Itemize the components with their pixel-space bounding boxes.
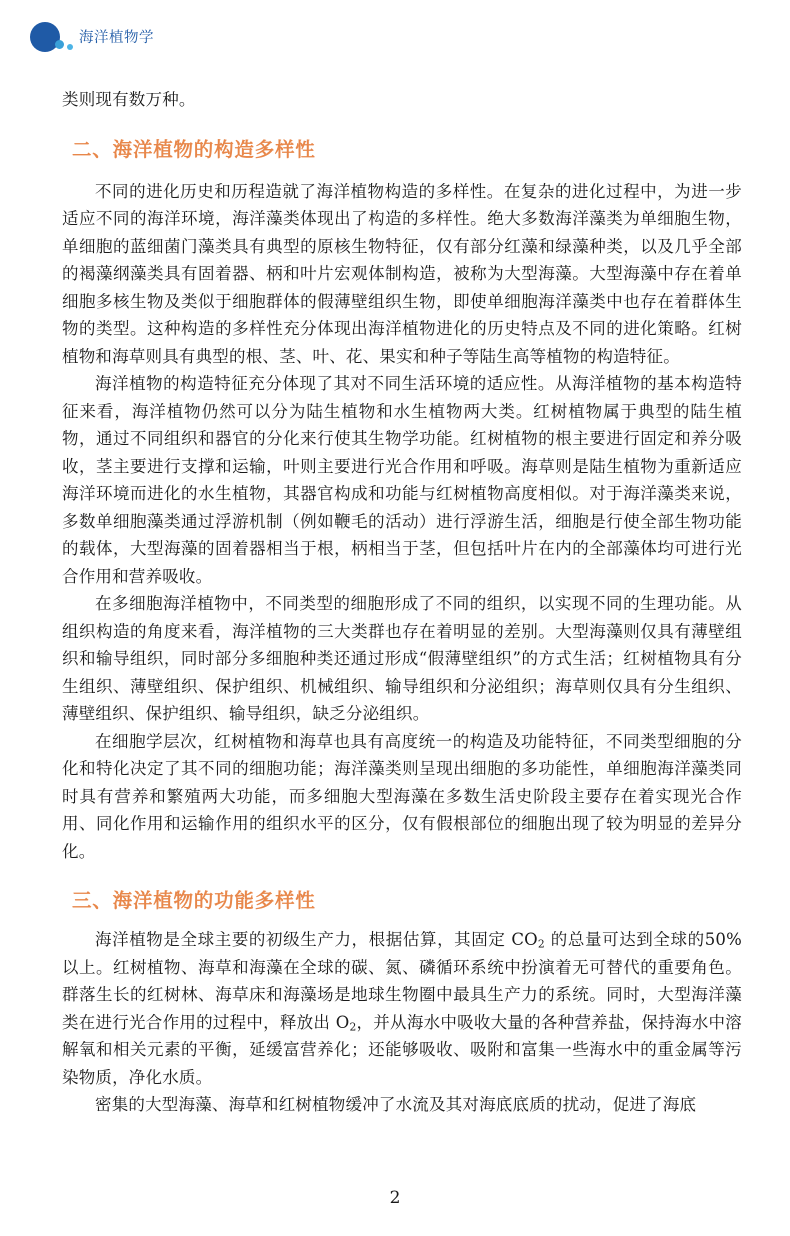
- section-3-paragraph-1: [62, 926, 742, 1091]
- logo-small-dot-icon: [67, 44, 73, 50]
- book-title: 海洋植物学: [79, 30, 154, 46]
- section-2-paragraph-3: 在多细胞海洋植物中，不同类型的细胞形成了不同的组织，以实现不同的生理功能。从组织构造的角度来看，海洋植物的三大类群也存在着明显的差别。大型海藻则仅具有薄壁组织和输导组织，同时部分多细胞种类还通过形成“假薄壁组织”的方式生活；红树植物具有分生组织、薄壁组织、保护组织、机械组织、输导组织和分泌组织；海草则仅具有分生组织、薄壁组织、保护组织、输导组织，缺乏分泌组织。: [62, 594, 742, 723]
- section-2-heading: 二、海洋植物的构造多样性: [72, 137, 316, 161]
- section-3-heading: 三、海洋植物的功能多样性: [72, 889, 316, 912]
- section-2-paragraph-4: 在细胞学层次，红树植物和海草也具有高度统一的构造及功能特征，不同类型细胞的分化和特化决定了其不同的细胞功能；海洋藻类则呈现出细胞的多功能性，单细胞海洋藻类同时具有营养和繁殖两大功能，而多细胞大型海藻在多数生活史阶段主要存在着实现光合作用、同化作用和运输作用的组织水平的区分，仅有假根部位的细胞出现了较为明显的差异分化。: [62, 731, 742, 861]
- intro-continuation: 类则现有数万种。: [62, 90, 196, 109]
- page-number: 2: [389, 1188, 401, 1208]
- section-3-text-part-2: 的总量可达到全球的50% 以上。红树植物、海草和海藻在全球的碳、氮、磷循环系统中扮演着无可替代的重要角色。群落生长的红树林、海草床和海藻场是地球生物圈中最具生产力的系统。同时，大型海洋藻类在进行光合作用的过程中，释放出 O: [62, 930, 742, 1032]
- book-logo-icon: [30, 22, 86, 58]
- section-3-paragraph-2: 密集的大型海藻、海草和红树植物缓冲了水流及其对海底底质的扰动，促进了海底: [95, 1095, 697, 1114]
- o2-subscript: 2: [349, 1020, 357, 1034]
- section-2-paragraph-2: 海洋植物的构造特征充分体现了其对不同生活环境的适应性。从海洋植物的基本构造特征来看，海洋植物仍然可以分为陆生植物和水生植物两大类。红树植物属于典型的陆生植物，通过不同组织和器官的分化来行使其生物学功能。红树植物的根主要进行固定和养分吸收，茎主要进行支撑和运输，叶则主要进行光合作用和呼吸。海草则是陆生植物为重新适应海洋环境而进化的水生植物，其器官构成和功能与红树植物高度相似。对于海洋藻类来说，多数单细胞藻类通过浮游机制（例如鞭毛的活动）进行浮游生活，细胞是行使全部生物功能的载体，大型海藻的固着器相当于根，柄相当于茎，但包括叶片在内的全部藻体均可进行光合作用和营养吸收。: [62, 374, 742, 586]
- section-3-text-part-3: ，并从海水中吸收大量的各种营养盐，保持海水中溶解氧和相关元素的平衡，延缓富营养化；还能够吸收、吸附和富集一些海水中的重金属等污染物质，净化水质。: [62, 1012, 742, 1087]
- logo-medium-dot-icon: [55, 40, 64, 49]
- page-body: [62, 86, 742, 1119]
- page-header: [0, 0, 790, 70]
- co2-subscript: 2: [537, 937, 545, 951]
- section-2-paragraph-1: 不同的进化历史和历程造就了海洋植物构造的多样性。在复杂的进化过程中，为进一步适应不同的海洋环境，海洋藻类体现出了构造的多样性。绝大多数海洋藻类为单细胞生物，单细胞的蓝细菌门藻类具有典型的原核生物特征，仅有部分红藻和绿藻种类，以及几乎全部的褐藻纲藻类具有固着器、柄和叶片宏观体制构造，被称为大型海藻。大型海藻中存在着单细胞多核生物及类似于细胞群体的假薄壁组织生物，即使单细胞海洋藻类中也存在着群体生物的类型。这种构造的多样性充分体现出海洋植物进化的历史特点及不同的进化策略。红树植物和海草则具有典型的根、茎、叶、花、果实和种子等陆生高等植物的构造特征。: [62, 181, 742, 366]
- section-3-text-part-1: 海洋植物是全球主要的初级生产力，根据估算，其固定 CO: [95, 930, 538, 949]
